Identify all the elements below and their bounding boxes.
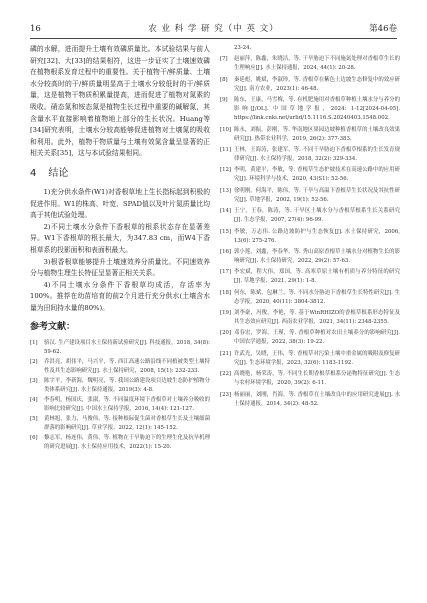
- reference-text: 赵丽萍，陈鑫，朱晓洁，等. 干旱胁迫下不同施氮处理对香根草生长的生理响应[J]. 水土保持通报，2024, 44(1): 20-28.: [234, 56, 400, 72]
- reference-text: 徐明刚，何海平，陈伟，等. 干旱与高温下香根草生长状况及其抗性研究[J]. 草地学报，2002, 19(1): 52-56.: [234, 187, 400, 203]
- reference-index: [220, 44, 234, 53]
- reference-item: [220, 289, 400, 307]
- reference-text: 秦延彪，姚斌，李淑珍，等. 香根草在紫色土边坡生态修复中的效应研究[J]. 南方农业，2023(1): 46-48.: [234, 76, 400, 92]
- journal-title: 农 业 科 学 研 究（中 英 文）: [148, 24, 279, 34]
- right-column: [220, 44, 400, 411]
- volume-label: 第46卷: [369, 24, 397, 34]
- reference-text: 何东，陈斌，包琳兰，等. 不同水分胁迫下香根草生长特性研究[J]. 生态学报，2020, 40(11): 3804-3812.: [234, 289, 400, 305]
- reference-text: 23-24.: [234, 45, 252, 51]
- conclusion-item: 2)不同土壤水分条件下香根草的根系状态存在显著差异。W1下香根草的根长最大，为347.83 cm，而W4下香根草系的投影面积和表面积最大。: [30, 222, 210, 254]
- reference-index: [5]: [30, 416, 38, 423]
- reference-item: [220, 370, 400, 388]
- reference-index: [11]: [220, 146, 232, 153]
- section-heading: [30, 167, 210, 181]
- reference-text: 王宁，王春，陈涛，等. 干旱区土壤水分与香根草根系生长关系研究[J]. 生态学报，2007, 27(4): 96-99.: [234, 208, 400, 224]
- reference-index: [23]: [220, 391, 232, 398]
- reference-item: [220, 166, 400, 184]
- discussion-paragraph: 磷的水解，进而提升土壤有效磷质量比。本试验结果与前人研究[32]、大[33]的结果相符，这进一步证实了土壤速效磷在植物根系发育过程中的重要性。关于植物干/鲜质量、土壤水分较高时的干/鲜质量明显高于土壤水分较低时的干/鲜质量，这是植物干物质积累量提高，进而促进了植物对氮素的吸收。硝态氮和铵态氮是植物生长过程中重要的碱解氮，其含量水平直接影响着植物地上部分的生长状况。Huang等[34]研究表明，土壤水分较高能够促进植物对土壤氮的吸收和利用。此外，植物干物质量与土壤有效氮含量呈显著的正相关关系[35]，这与本试验结果相同。: [30, 45, 210, 158]
- reference-text: 黎志军，杨连伟，黄伟，等. 植物在干旱胁迫下的生理生化及抗旱机理的研究进展[J]. 水土保持应用技术，2022(1): 15-20.: [44, 435, 210, 451]
- page-number: 16: [30, 24, 41, 34]
- reference-index: [12]: [220, 167, 232, 174]
- reference-item: [220, 76, 400, 94]
- conclusion-item: 3)根香根草能够提升土壤速效养分质量比。不同速效养分与植物生理生长特征呈显著正相关关系。: [30, 257, 210, 278]
- reference-index: [10]: [220, 126, 232, 133]
- reference-item: [30, 434, 210, 452]
- header-rule: [30, 38, 397, 39]
- reference-text: 郭小莲，刘鑫，李春华，等. 秀山高原香根草土壤水分对植物生长的影响研究[J]. 水土保持研究，2022, 29(2): 57-63.: [234, 248, 400, 264]
- reference-text: 李宏斌，程大伟，郑国，等. 高寒草原土壤有机质与养分特征的研究[J]. 草地学报，2021, 29(1): 1-8.: [234, 269, 400, 285]
- reference-text: 王林，王海涛，张建军，等. 不同干旱胁迫下香根草根系的生长发育规律研究[J]. 水土保持学报，2018, 32(2): 329-334.: [234, 146, 400, 162]
- reference-item: [30, 339, 210, 357]
- reference-index: [22]: [220, 371, 232, 378]
- reference-index: [18]: [220, 289, 232, 296]
- reference-index: [16]: [220, 248, 232, 255]
- section-number: 4: [30, 167, 37, 179]
- reference-text: 乔洪亮，胡伟平，马兴平，等. 西江高速公路沿线不同植被类型土壤特性及其生态影响研究[J]. 水土保持研究，2008, 15(1): 232-233.: [44, 359, 210, 375]
- reference-list-continued: [220, 44, 400, 409]
- left-column: [30, 44, 210, 453]
- reference-text: 杨丽丽，刘刚，肖海，等. 香根草在土壤改良中的应用研究进展[J]. 水土保持通报，2014, 34(2): 48-52.: [234, 391, 400, 407]
- reference-text: 骆汉. 生产建设项目水土保持新试验研究[J]. 科技通报，2018, 34(8): 59-62.: [44, 340, 210, 356]
- reference-item: [220, 268, 400, 286]
- reference-item: [30, 377, 210, 395]
- reference-text: 高晓艳，杨荣涛，等. 不同生长期香根草根系分泌物特征研究[J]. 生态与农村环境学报，2020, 39(2): 6-11.: [234, 371, 400, 387]
- reference-index: [3]: [30, 378, 38, 385]
- reference-item: [220, 207, 400, 225]
- references-heading: 参考文献：: [30, 322, 76, 333]
- reference-text: 刘李豪，冯俊，李艳，等. 基于WinRHIZO的香根草根系形态特征及其生态效应研究[J]. 西南农业学报，2021, 34(11): 2348-2355.: [234, 310, 400, 326]
- reference-index: [21]: [220, 350, 232, 357]
- reference-text: 黄林旭，张力，马俊伟，等. 接种根际促生菌对香根草生长及土壤细菌群落的影响研究[J]. 草业学报，2022, 12(1): 145-152.: [44, 416, 210, 432]
- reference-index: [8]: [220, 76, 228, 83]
- reference-text: 陈永，刘振，彭刚，等. 华南地区果园边坡种植香根草的土壤改良效果研究[J]. 热带农业科学，2019, 26(2): 377-383.: [234, 126, 400, 142]
- reference-index: [9]: [220, 97, 228, 104]
- reference-item: [220, 126, 400, 144]
- reference-index: [7]: [220, 56, 228, 63]
- reference-item: [220, 55, 400, 73]
- reference-item: [30, 415, 210, 433]
- running-header: [30, 22, 397, 36]
- reference-item: [30, 396, 210, 414]
- reference-text: 李敏，万志伟. 公路边坡防护与生态恢复[J]. 水土保持研究，2006, 13(6): 275-276.: [234, 228, 400, 244]
- reference-text: 李明，黄建平，李敏，等. 香根草生态护坡技术在高速公路中的应用研究[J]. 环境科学与技术，2020, 43(S1): 52-56.: [234, 167, 400, 183]
- reference-item: [220, 309, 400, 327]
- reference-index: [14]: [220, 208, 232, 215]
- reference-item: [220, 329, 400, 347]
- reference-item: [220, 248, 400, 266]
- reference-item: [30, 358, 210, 376]
- reference-index: [13]: [220, 187, 232, 194]
- reference-item: [220, 44, 400, 53]
- reference-index: [2]: [30, 359, 38, 366]
- reference-index: [17]: [220, 269, 232, 276]
- reference-text: 陈宇平，李新海，魏明亮，等. 我国公路建设项目边坡生态防护植物分类体系研究[J]. 水土保持通报，2019(3): 4-8.: [44, 378, 210, 394]
- conclusion-item: 4)不同土壤水分条件下香根草均成活，存活率为100%。推荐在幼苗培育的前2个月进行充分供水(土壤含水量为田间持水量的80%)。: [30, 280, 210, 312]
- section-title: 结论: [48, 167, 69, 179]
- reference-item: [220, 96, 400, 123]
- reference-item: [220, 146, 400, 164]
- reference-index: [6]: [30, 435, 38, 442]
- reference-text: 邓春宏，罗海，王瑾，等. 香根草种植对农田土壤养分的影响研究[J]. 中国农学通报，2022, 38(3): 19-22.: [234, 330, 400, 346]
- reference-index: [20]: [220, 330, 232, 337]
- reference-index: [19]: [220, 310, 232, 317]
- reference-index: [4]: [30, 397, 38, 404]
- reference-index: [15]: [220, 228, 232, 235]
- reference-text: 李春明，杨国庆，张淑，等. 不同温度环境下香根草对土壤养分吸收的影响比较研究[J]. 中国水土保持学报，2016, 14(4): 121-127.: [44, 397, 210, 413]
- conclusion-item: 1)充分供水条件(W1)对香根草地上生长指标起到积极的促进作用。W1的株高、叶宽、SPAD值以及叶片氮质量比均高于其他试验处理。: [30, 187, 210, 220]
- reference-item: [220, 350, 400, 368]
- reference-text: 陈东，王康，马雪梅，等. 有机肥施用对香根草种植土壤水分与养分的影响[J/OL]. 中国草地学报，2024: 1-12[2024-04-05]. https://link.cnki.net/urlid/15.1116.S.20240403.1548.002.: [234, 97, 400, 122]
- reference-item: [220, 391, 400, 409]
- reference-item: [220, 228, 400, 246]
- reference-list: [30, 339, 210, 452]
- reference-text: 许武光，吴晓，王伟，等. 香根草对污染土壤中重金属的吸附及修复研究[J]. 生态环境学报，2023, 32(6): 1183-1192.: [234, 350, 400, 366]
- reference-item: [220, 187, 400, 205]
- reference-index: [1]: [30, 340, 38, 347]
